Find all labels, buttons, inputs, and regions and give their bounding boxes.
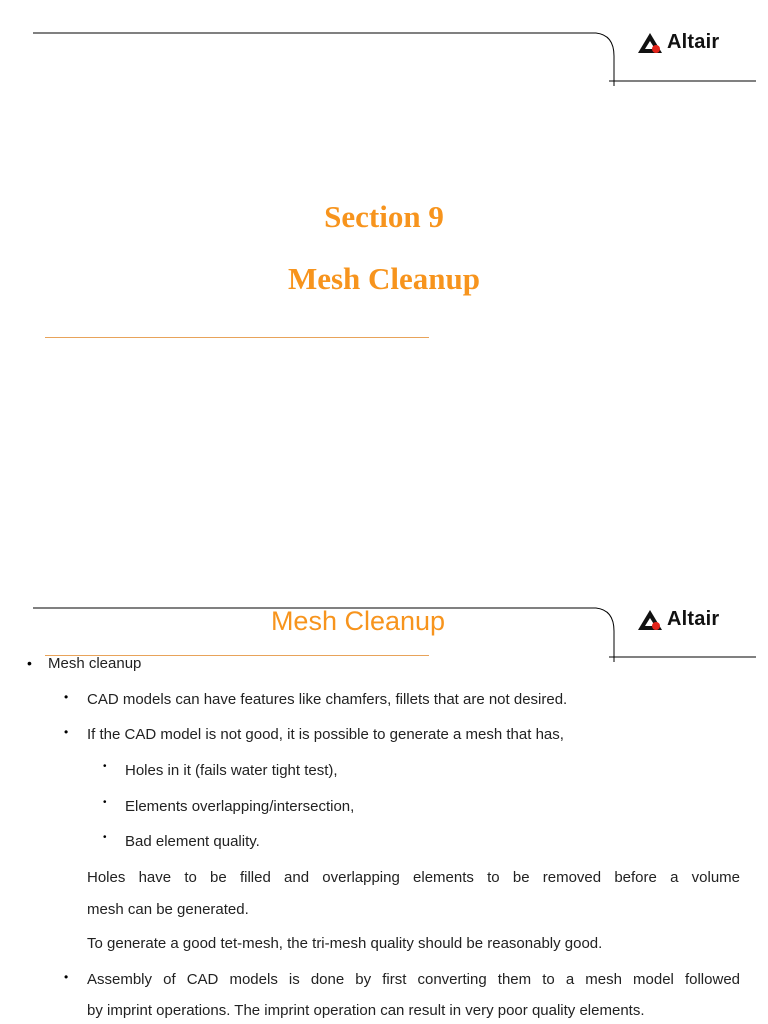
- paragraph-line: Assembly of CAD models is done by first converting them to a mesh model followed: [87, 971, 740, 988]
- paragraph-line: by imprint operations. The imprint operation can result in very poor quality elements.: [87, 1002, 645, 1019]
- altair-logo: [638, 31, 719, 54]
- altair-logo-text: Altair: [667, 608, 720, 630]
- section-title: Mesh Cleanup: [287, 261, 481, 296]
- title-underline: [45, 337, 429, 338]
- paragraph: To generate a good tet-mesh, the tri-mesh quality should be reasonably good.: [87, 935, 603, 952]
- list-item: If the CAD model is not good, it is possible to generate a mesh that has,: [87, 726, 564, 743]
- bullet-marker: •: [64, 970, 69, 984]
- list-item: Bad element quality.: [125, 833, 260, 850]
- paragraph-line: mesh can be generated.: [87, 901, 249, 918]
- list-item: Elements overlapping/intersection,: [125, 798, 355, 815]
- altair-logo-text: Altair: [667, 31, 720, 53]
- bullet-marker: •: [103, 797, 107, 808]
- slide-title: Mesh Cleanup: [270, 606, 446, 636]
- bullet-marker: •: [103, 761, 107, 772]
- altair-logo-icon: [638, 32, 664, 54]
- bullet-marker: •: [64, 690, 69, 704]
- section-number: Section 9: [324, 199, 444, 234]
- list-item: Holes in it (fails water tight test),: [125, 762, 338, 779]
- list-item: CAD models can have features like chamfers, fillets that are not desired.: [87, 691, 568, 708]
- content-slide: [0, 576, 768, 1024]
- bullet-marker: •: [103, 832, 107, 843]
- paragraph-line: Holes have to be filled and overlapping elements to be removed before a volume: [87, 869, 740, 886]
- bullet-marker: •: [64, 725, 69, 739]
- list-item: Mesh cleanup: [48, 655, 142, 672]
- bullet-marker: •: [27, 655, 32, 671]
